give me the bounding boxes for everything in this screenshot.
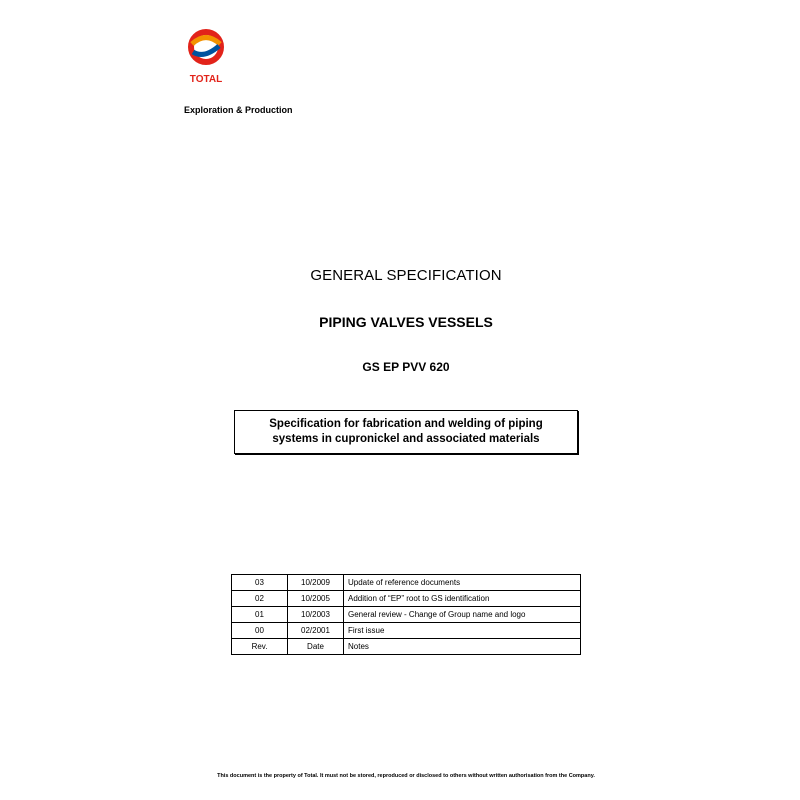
notes-header: Notes xyxy=(344,639,581,655)
spec-code: GS EP PVV 620 xyxy=(362,360,450,374)
scope-text xyxy=(269,417,542,447)
rev-cell: 01 xyxy=(232,607,288,623)
scope-line-1: Specification for fabrication and welding of piping xyxy=(269,418,543,430)
rev-cell: 02 xyxy=(232,591,288,607)
notes-cell: First issue xyxy=(344,623,581,639)
division-name: Exploration & Production xyxy=(184,105,293,115)
table-row xyxy=(232,591,581,607)
date-cell: 02/2001 xyxy=(288,623,344,639)
rev-cell: 03 xyxy=(232,575,288,591)
date-cell: 10/2003 xyxy=(288,607,344,623)
table-header-row xyxy=(232,639,581,655)
scope-line-2: systems in cupronickel and associated materials xyxy=(272,433,540,445)
rev-header: Rev. xyxy=(232,639,288,655)
date-header: Date xyxy=(288,639,344,655)
notes-cell: Update of reference documents xyxy=(344,575,581,591)
date-cell: 10/2005 xyxy=(288,591,344,607)
date-cell: 10/2009 xyxy=(288,575,344,591)
scope-box xyxy=(234,410,578,454)
revision-table xyxy=(231,574,581,655)
spec-type-heading: GENERAL SPECIFICATION xyxy=(310,267,502,284)
total-logo-icon xyxy=(180,24,232,88)
rev-cell: 00 xyxy=(232,623,288,639)
notes-cell: General review - Change of Group name and logo xyxy=(344,607,581,623)
confidentiality-footer: This document is the property of Total. It must not be stored, reproduced or disclosed to others without written authorisation from the Company. xyxy=(217,773,595,779)
total-logo xyxy=(180,24,232,88)
table-row xyxy=(232,623,581,639)
table-row xyxy=(232,575,581,591)
spec-title: PIPING VALVES VESSELS xyxy=(319,314,493,330)
table-row xyxy=(232,607,581,623)
notes-cell: Addition of “EP” root to GS identification xyxy=(344,591,581,607)
logo-text: TOTAL xyxy=(189,74,223,85)
